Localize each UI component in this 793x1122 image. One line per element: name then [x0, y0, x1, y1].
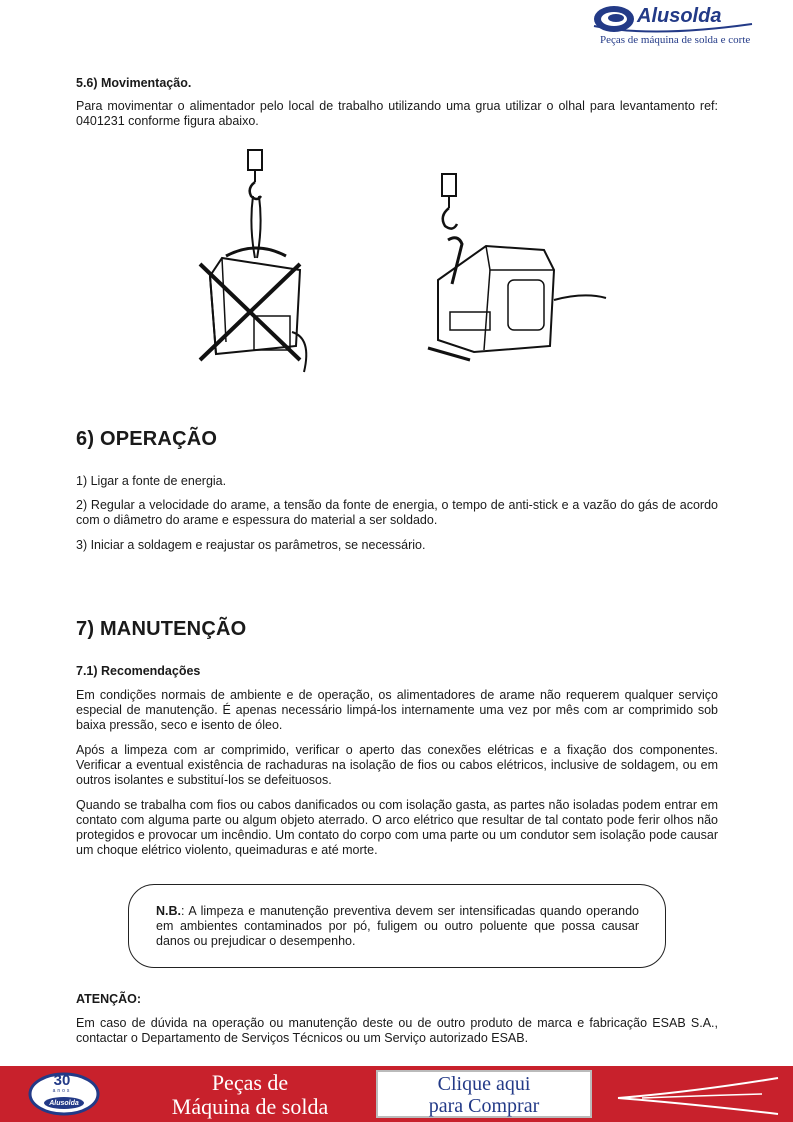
maintenance-paragraph-3: Quando se trabalha com fios ou cabos danificados ou com isolação gasta, as partes não isoladas podem entrar em contato com alguma parte ou algum objeto aterrado. O arco elétrico que resultar de tal contato pode ferir olhos não protegidos e provocar um incêndio. Um contato do corpo com uma parte ou um condutor sem isolação pode causar um choque elétrico violento, queimaduras e até morte.	[76, 798, 718, 857]
buy-button[interactable]	[376, 1070, 592, 1118]
section-7-1-title: 7.1) Recomendações	[76, 664, 201, 678]
arrow-left-icon	[612, 1074, 782, 1116]
buy-button-line-2: para Comprar	[428, 1095, 540, 1117]
wrong-lifting-illustration	[196, 146, 316, 386]
section-5-6-title: 5.6) Movimentação.	[76, 76, 192, 90]
banner-parts-line-2: Máquina de solda	[171, 1094, 329, 1119]
badge-number: 30	[53, 1072, 71, 1089]
section-7-title: 7) MANUTENÇÃO	[76, 618, 247, 640]
note-text	[156, 904, 639, 949]
note-label: N.B.	[156, 904, 181, 918]
section-6-title: 6) OPERAÇÃO	[76, 428, 218, 450]
banner-parts-line-1: Peças de	[211, 1070, 289, 1095]
badge-brand: Alusolda	[49, 1100, 79, 1107]
section-5-6-text: Para movimentar o alimentador pelo local de trabalho utilizando uma grua utilizar o olhal para levantamento ref: 0401231 conforme figura abaixo.	[76, 99, 718, 128]
banner-parts-text[interactable]	[130, 1071, 370, 1119]
attention-title: ATENÇÃO:	[76, 992, 142, 1006]
maintenance-paragraph-2: Após a limpeza com ar comprimido, verificar o aperto das conexões elétricas e a fixação dos componentes. Verificar a eventual existência de rachaduras na isolação de fios ou cabos elétricos, inclusive de soldagem, ou em outros isolantes e substituí-los se defeituosos.	[76, 743, 718, 787]
operation-step-1: 1) Ligar a fonte de energia.	[76, 474, 227, 488]
buy-button-line-1: Clique aqui	[437, 1073, 531, 1095]
brand-tagline: Peças de máquina de solda e corte	[600, 34, 751, 46]
note-body: : A limpeza e manutenção preventiva devem ser intensificadas quando operando em ambientes contaminados por pó, fuligem ou outro poluente que possa causar danos ou prejudicar o desempenho.	[156, 904, 639, 948]
badge-years: anos	[52, 1088, 72, 1094]
correct-lifting-illustration	[418, 170, 608, 380]
attention-text: Em caso de dúvida na operação ou manutenção deste ou de outro produto de marca e fabricação ESAB S.A., contactar o Departamento de Serviços Técnicos ou um Serviço autorizado ESAB.	[76, 1016, 718, 1045]
brand-name: Alusolda	[637, 5, 722, 27]
operation-step-2: 2) Regular a velocidade do arame, a tensão da fonte de energia, o tempo de anti-stick e a vazão do gás de acordo com o diâmetro do arame e espessura do material a ser soldado.	[76, 498, 718, 527]
operation-step-3: 3) Iniciar a soldagem e reajustar os parâmetros, se necessário.	[76, 538, 426, 552]
maintenance-paragraph-1: Em condições normais de ambiente e de operação, os alimentadores de arame não requerem qualquer serviço especial de manutenção. É apenas necessário limpá-los internamente uma vez por mês com ar comprimido sob baixa pressão, seco e isento de óleo.	[76, 688, 718, 732]
